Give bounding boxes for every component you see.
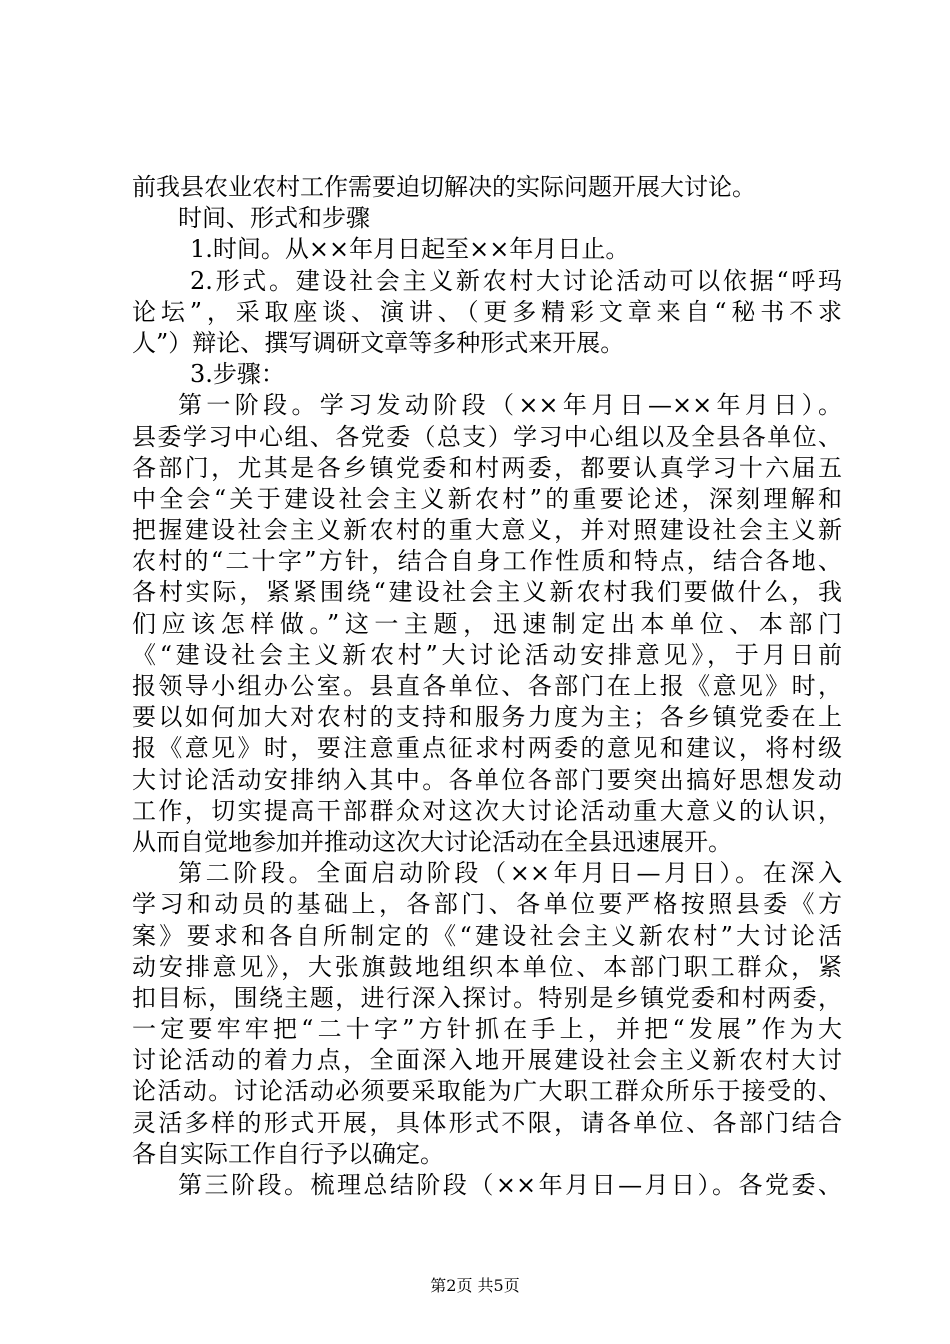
paragraph-line: 要以如何加大对农村的支持和服务力度为主；各乡镇党委在上 xyxy=(132,703,842,732)
paragraph-line: 从而自觉地参加并推动这次大讨论活动在全县迅速展开。 xyxy=(132,827,732,856)
paragraph-line: 论坛”，采取座谈、演讲、（更多精彩文章来自“秘书不求 xyxy=(132,297,842,326)
paragraph-line: 各部门，尤其是各乡镇党委和村两委，都要认真学习十六届五 xyxy=(132,453,842,482)
paragraph-line: 动安排意见》，大张旗鼓地组织本单位、本部门职工群众，紧 xyxy=(132,952,842,981)
paragraph-line: 大讨论活动安排纳入其中。各单位各部门要突出搞好思想发动 xyxy=(132,765,842,794)
paragraph-line: 县委学习中心组、各党委（总支）学习中心组以及全县各单位、 xyxy=(132,422,842,451)
paragraph-line: 第一阶段。学习发动阶段（××年月日—××年月日）。 xyxy=(178,391,842,420)
paragraph-line: 讨论活动的着力点，全面深入地开展建设社会主义新农村大讨 xyxy=(132,1046,842,1075)
paragraph-line: 们应该怎样做。”这一主题，迅速制定出本单位、本部门 xyxy=(132,609,842,638)
paragraph-line: 中全会“关于建设社会主义新农村”的重要论述，深刻理解和 xyxy=(132,484,842,513)
paragraph-line: 学习和动员的基础上，各部门、各单位要严格按照县委《方 xyxy=(132,890,842,919)
paragraph-line: 报《意见》时，要注意重点征求村两委的意见和建议，将村级 xyxy=(132,734,842,763)
paragraph-line: 第二阶段。全面启动阶段（××年月日—月日）。在深入 xyxy=(178,859,842,888)
paragraph-line: 农村的“二十字”方针，结合自身工作性质和特点，结合各地、 xyxy=(132,547,842,576)
paragraph-line: 第三阶段。梳理总结阶段（××年月日—月日）。各党委、 xyxy=(178,1171,842,1199)
paragraph-line: 案》要求和各自所制定的《“建设社会主义新农村”大讨论活 xyxy=(132,921,842,950)
paragraph-line: 报领导小组办公室。县直各单位、各部门在上报《意见》时， xyxy=(132,672,842,700)
paragraph-line: 把握建设社会主义新农村的重大意义，并对照建设社会主义新 xyxy=(132,516,842,545)
paragraph-line: 1.时间。从××年月日起至××年月日止。 xyxy=(190,235,630,264)
paragraph-line: 各自实际工作自行予以确定。 xyxy=(132,1139,444,1168)
paragraph-line: 《“建设社会主义新农村”大讨论活动安排意见》，于月日前 xyxy=(132,640,842,669)
document-body xyxy=(132,172,842,1201)
paragraph-line: 扣目标，围绕主题，进行深入探讨。特别是乡镇党委和村两委， xyxy=(132,983,842,1012)
paragraph-line: 2.形式。建设社会主义新农村大讨论活动可以依据“呼玛 xyxy=(190,266,842,295)
paragraph-line: 灵活多样的形式开展，具体形式不限，请各单位、各部门结合 xyxy=(132,1108,842,1137)
page-number-footer: 第2页 共5页 xyxy=(430,1276,520,1295)
paragraph-line: 工作，切实提高干部群众对这次大讨论活动重大意义的认识， xyxy=(132,796,842,825)
paragraph-line: 各村实际，紧紧围绕“建设社会主义新农村我们要做什么，我 xyxy=(132,578,842,607)
paragraph-line: 人”）辩论、撰写调研文章等多种形式来开展。 xyxy=(132,328,625,357)
paragraph-line: 前我县农业农村工作需要迫切解决的实际问题开展大讨论。 xyxy=(132,173,756,201)
section-heading: 时间、形式和步骤 xyxy=(178,204,370,233)
paragraph-line: 一定要牢牢把“二十字”方针抓在手上，并把“发展”作为大 xyxy=(132,1015,842,1044)
paragraph-line: 论活动。讨论活动必须要采取能为广大职工群众所乐于接受的、 xyxy=(132,1077,842,1106)
paragraph-line: 3.步骤： xyxy=(190,360,285,389)
